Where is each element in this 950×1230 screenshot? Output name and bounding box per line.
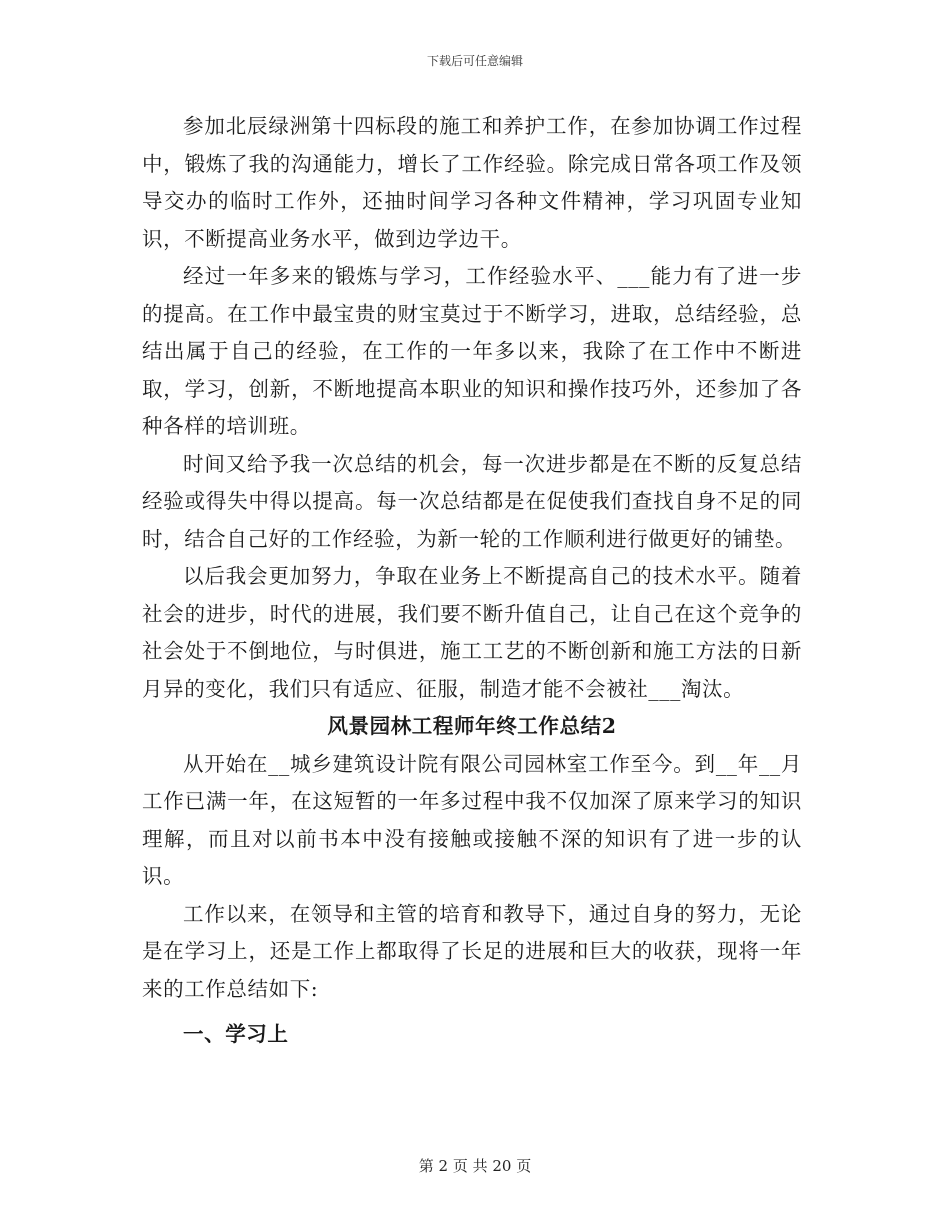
- section-title: 风景园林工程师年终工作总结2: [327, 714, 617, 738]
- paragraph: 从开始在__城乡建筑设计院有限公司园林室工作至今。到__年__月工作已满一年，在这短暂的一年多过程中我不仅加深了原来学习的知识理解，而且对以前书本中没有接触或接触不深的知识有了进一步的认识。: [142, 751, 802, 888]
- paragraph: 工作以来，在领导和主管的培育和教导下，通过自身的努力，无论是在学习上，还是工作上都取得了长足的进展和巨大的收获，现将一年来的工作总结如下:: [142, 901, 802, 1001]
- paragraph: 参加北辰绿洲第十四标段的施工和养护工作，在参加协调工作过程中，锻炼了我的沟通能力，增长了工作经验。除完成日常各项工作及领导交办的临时工作外，还抽时间学习各种文件精神，学习巩固专业知识，不断提高业务水平，做到边学边干。: [142, 114, 802, 251]
- document-body: [142, 108, 802, 1054]
- paragraph: 时间又给予我一次总结的机会，每一次进步都是在不断的反复总结经验或得失中得以提高。每一次总结都是在促使我们查找自身不足的同时，结合自己好的工作经验，为新一轮的工作顺利进行做更好的铺垫。: [142, 451, 802, 551]
- page-number: 第 2 页 共 20 页: [418, 1157, 532, 1175]
- section-heading: 一、学习上: [183, 1022, 289, 1046]
- paragraph: 以后我会更加努力，争取在业务上不断提高自己的技术水平。随着社会的进步，时代的进展，我们要不断升值自己，让自己在这个竞争的社会处于不倒地位，与时俱进，施工工艺的不断创新和施工方法的日新月异的变化，我们只有适应、征服，制造才能不会被社___淘汰。: [142, 564, 802, 701]
- paragraph: 经过一年多来的锻炼与学习，工作经验水平、___能力有了进一步的提高。在工作中最宝贵的财宝莫过于不断学习，进取，总结经验，总结出属于自己的经验，在工作的一年多以来，我除了在工作中不断进取，学习，创新，不断地提高本职业的知识和操作技巧外，还参加了各种各样的培训班。: [142, 264, 802, 438]
- page-header-note: 下载后可任意编辑: [426, 54, 523, 68]
